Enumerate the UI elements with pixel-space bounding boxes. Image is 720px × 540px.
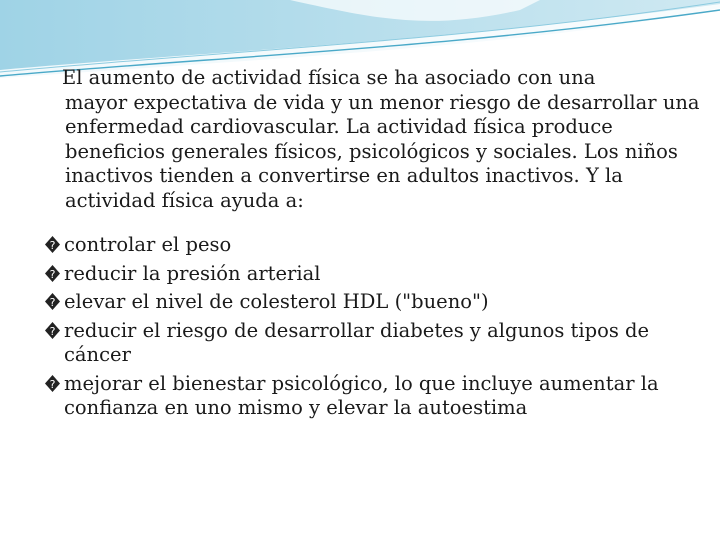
list-item: [44, 319, 694, 368]
bullet-text: mejorar el bienestar psicológico, lo que incluye aumentar la confianza en uno mismo y elevar la autoestima: [64, 371, 659, 419]
svg-text:?: ?: [49, 377, 56, 391]
list-item: [44, 290, 694, 315]
list-item: [44, 262, 694, 287]
bullet-text: reducir la presión arterial: [64, 261, 321, 285]
replacement-character-icon: [44, 264, 61, 283]
intro-paragraph: [62, 66, 702, 213]
intro-rest: mayor expectativa de vida y un menor riesgo de desarrollar una enfermedad cardiovascular. La actividad física produce beneficios generales físicos, psicológicos y sociales. Los niños inactivos tienden a convertirse en adultos inactivos. Y la actividad física ayuda a:: [65, 90, 700, 212]
svg-text:?: ?: [49, 267, 56, 281]
bullet-text: reducir el riesgo de desarrollar diabetes y algunos tipos de cáncer: [64, 318, 650, 366]
svg-text:?: ?: [49, 324, 56, 338]
bullet-text: controlar el peso: [64, 233, 232, 256]
list-item: [44, 233, 694, 258]
replacement-character-icon: [44, 374, 61, 393]
bullet-text: elevar el nivel de colesterol HDL ("bueno"): [64, 290, 489, 313]
benefits-list: [44, 233, 694, 425]
replacement-character-icon: [44, 292, 61, 311]
svg-text:?: ?: [49, 296, 56, 309]
intro-first-line: El aumento de actividad física se ha asociado con una: [62, 66, 596, 89]
list-item: [44, 372, 694, 421]
replacement-character-icon: [44, 235, 61, 254]
svg-text:?: ?: [49, 239, 56, 252]
replacement-character-icon: [44, 321, 61, 340]
